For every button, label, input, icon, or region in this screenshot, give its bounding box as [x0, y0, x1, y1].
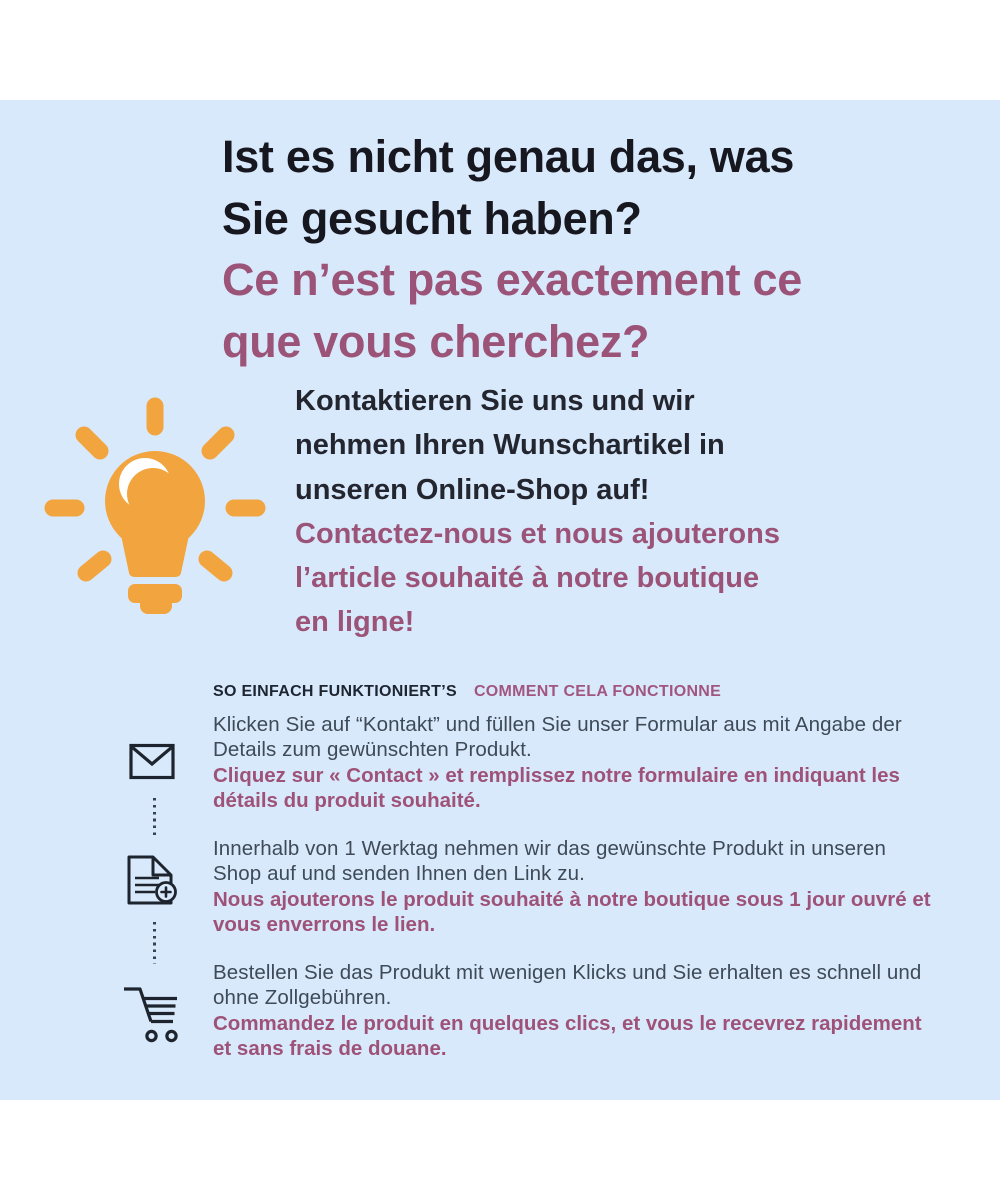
- intro-de-line3: unseren Online-Shop auf!: [295, 473, 650, 506]
- page-title: [222, 126, 802, 372]
- title-fr-line2: que vous cherchez?: [222, 315, 650, 367]
- step-3-text-de: Bestellen Sie das Produkt mit wenigen Klicks und Sie erhalten es schnell und ohne Zollgebühren.: [213, 961, 922, 1010]
- envelope-icon: [129, 743, 175, 780]
- document-add-icon: [126, 854, 178, 906]
- step-1: [213, 712, 937, 814]
- how-it-works-label-de: SO EINFACH FUNKTIONIERT’S: [213, 683, 457, 700]
- intro-text: [295, 379, 780, 645]
- intro-fr-line2: l’article souhaité à notre boutique: [295, 562, 760, 595]
- lightbulb-icon: [40, 393, 270, 623]
- title-fr-line1: Ce n’est pas exactement ce: [222, 254, 802, 305]
- how-it-works-label-fr: COMMENT CELA FONCTIONNE: [473, 683, 722, 700]
- intro-fr-line3: en ligne!: [295, 606, 415, 639]
- how-it-works-label: [213, 683, 721, 701]
- step-1-text-fr: Cliquez sur « Contact » et remplissez notre formulaire en indiquant les détails du produit souhaité.: [213, 763, 900, 813]
- dotted-connector-1: [153, 798, 156, 837]
- title-de-line2: Sie gesucht haben?: [222, 192, 642, 244]
- step-1-text-de: Klicken Sie auf “Kontakt” und füllen Sie unser Formular aus mit Angabe der Details zum gewünschten Produkt.: [213, 713, 902, 762]
- intro-fr-line1: Contactez-nous et nous ajouterons: [295, 517, 780, 550]
- step-2: [213, 836, 937, 938]
- cart-icon: [121, 983, 179, 1043]
- intro-de-line1: Kontaktieren Sie uns und wir: [295, 385, 695, 417]
- step-3: [213, 960, 937, 1062]
- step-2-text-fr: Nous ajouterons le produit souhaité à notre boutique sous 1 jour ouvré et vous enverrons le lien.: [213, 887, 931, 937]
- dotted-connector-2: [153, 922, 156, 964]
- intro-de-line2: nehmen Ihren Wunschartikel in: [295, 429, 725, 462]
- step-2-text-de: Innerhalb von 1 Werktag nehmen wir das gewünschte Produkt in unseren Shop auf und senden Ihnen den Link zu.: [213, 837, 887, 886]
- step-3-text-fr: Commandez le produit en quelques clics, et vous le recevrez rapidement et sans frais de douane.: [213, 1011, 922, 1061]
- title-de-line1: Ist es nicht genau das, was: [222, 131, 795, 182]
